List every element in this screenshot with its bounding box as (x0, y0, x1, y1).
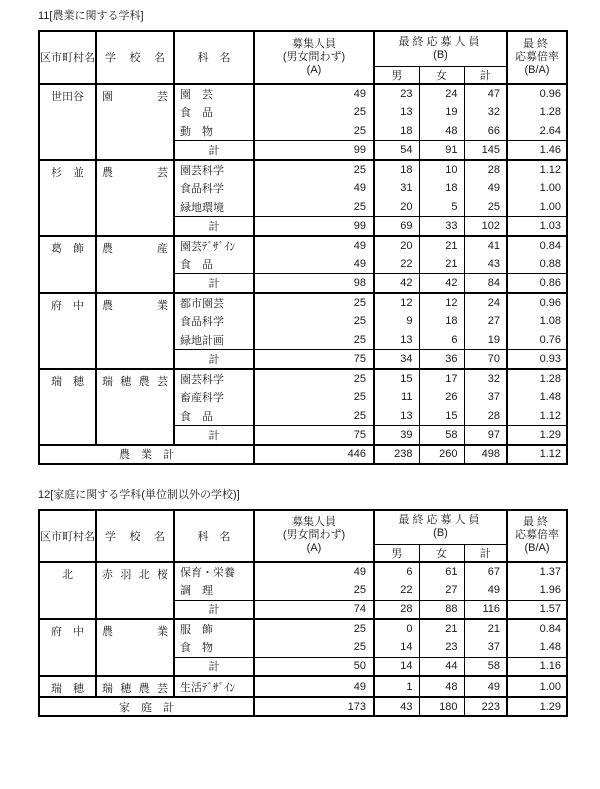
female-count-cell: 21 (419, 255, 464, 274)
male-count-cell: 1 (374, 676, 419, 697)
school-cell: 農産 (96, 236, 174, 293)
dept-cell: 畜産科学 (174, 388, 254, 407)
header-ratio-line: (B/A) (524, 542, 550, 555)
dept-cell: 生活ﾃﾞｻﾞｲﾝ (174, 676, 254, 697)
subtotal-female-count-cell: 44 (419, 657, 464, 676)
male-count-cell: 12 (374, 293, 419, 312)
header-dept: 科 名 (174, 31, 254, 84)
ratio-cell: 1.12 (507, 160, 567, 179)
header-ratio (507, 31, 567, 84)
female-count-cell: 21 (419, 619, 464, 638)
subtotal-female-count-cell: 58 (419, 426, 464, 445)
male-count-cell: 18 (374, 160, 419, 179)
subtotal-ratio-cell: 1.29 (507, 426, 567, 445)
female-count-cell: 15 (419, 407, 464, 426)
header-ratio-line: (B/A) (524, 63, 550, 76)
subtotal-total-count-cell: 58 (464, 657, 507, 676)
dept-cell: 調 理 (174, 581, 254, 600)
ratio-cell: 1.28 (507, 369, 567, 388)
subtotal-male-count-cell: 39 (374, 426, 419, 445)
recruit-count-cell: 25 (254, 581, 374, 600)
subtotal-total-count-cell: 97 (464, 426, 507, 445)
ratio-cell: 1.96 (507, 581, 567, 600)
header-dept: 科 名 (174, 510, 254, 563)
recruit-count-cell: 25 (254, 388, 374, 407)
dept-cell: 動 物 (174, 122, 254, 141)
female-count-cell: 18 (419, 312, 464, 331)
female-count-cell: 10 (419, 160, 464, 179)
female-count-cell: 48 (419, 676, 464, 697)
male-count-cell: 22 (374, 581, 419, 600)
ratio-cell: 0.88 (507, 255, 567, 274)
male-count-cell: 18 (374, 122, 419, 141)
ratio-cell: 0.96 (507, 84, 567, 103)
dept-cell: 食品科学 (174, 179, 254, 198)
header-female: 女 (419, 545, 464, 563)
recruit-count-cell: 49 (254, 562, 374, 581)
header-recruit-line: (男女問わず) (282, 529, 346, 542)
male-count-cell: 13 (374, 331, 419, 350)
header-ratio-line: 応募倍率 (515, 50, 559, 63)
female-count-cell: 61 (419, 562, 464, 581)
recruit-count-cell: 25 (254, 619, 374, 638)
female-count-cell: 17 (419, 369, 464, 388)
subtotal-total-count-cell: 102 (464, 217, 507, 236)
total-count-cell: 25 (464, 198, 507, 217)
city-cell: 瑞 穂 (39, 369, 96, 445)
total-count-cell: 49 (464, 179, 507, 198)
subtotal-total-count-cell: 145 (464, 141, 507, 160)
subtotal-total-count-cell: 116 (464, 600, 507, 619)
total-count-cell: 28 (464, 407, 507, 426)
header-applicants-line: 最終応募人員 (398, 514, 483, 527)
grand-ratio-cell: 1.12 (507, 445, 567, 464)
school-cell: 瑞穂農芸 (96, 676, 174, 697)
recruit-count-cell: 25 (254, 331, 374, 350)
city-cell: 葛 飾 (39, 236, 96, 293)
agriculture-section (38, 10, 600, 465)
total-count-cell: 19 (464, 331, 507, 350)
ratio-cell: 1.00 (507, 676, 567, 697)
recruit-count-cell: 25 (254, 312, 374, 331)
subtotal-ratio-cell: 0.93 (507, 350, 567, 369)
header-sum: 計 (464, 66, 507, 84)
subtotal-recruit-count-cell: 75 (254, 426, 374, 445)
header-ratio (507, 510, 567, 563)
female-count-cell: 12 (419, 293, 464, 312)
header-school: 学校名 (96, 31, 174, 84)
dept-cell: 保育・栄養 (174, 562, 254, 581)
city-cell: 杉 並 (39, 160, 96, 236)
male-count-cell: 23 (374, 84, 419, 103)
subtotal-label-cell: 計 (174, 141, 254, 160)
header-ratio-line: 応募倍率 (515, 529, 559, 542)
header-recruit-line: 募集人員 (292, 37, 336, 50)
recruit-count-cell: 25 (254, 293, 374, 312)
subtotal-ratio-cell: 1.57 (507, 600, 567, 619)
dept-cell: 園芸科学 (174, 369, 254, 388)
dept-row (39, 160, 567, 179)
male-count-cell: 15 (374, 369, 419, 388)
male-count-cell: 13 (374, 103, 419, 122)
subtotal-total-count-cell: 70 (464, 350, 507, 369)
total-count-cell: 49 (464, 581, 507, 600)
home-economics-section (38, 489, 600, 718)
total-count-cell: 43 (464, 255, 507, 274)
recruit-count-cell: 49 (254, 236, 374, 255)
subtotal-male-count-cell: 54 (374, 141, 419, 160)
grand-male-count-cell: 43 (374, 697, 419, 716)
header-recruit-line: (男女問わず) (282, 50, 346, 63)
subtotal-label-cell: 計 (174, 600, 254, 619)
subtotal-label-cell: 計 (174, 217, 254, 236)
grand-total-label-cell: 農 業 計 (39, 445, 254, 464)
subtotal-recruit-count-cell: 98 (254, 274, 374, 293)
header-row (39, 510, 567, 545)
header-applicants (374, 31, 507, 66)
header-school: 学校名 (96, 510, 174, 563)
dept-cell: 緑地環境 (174, 198, 254, 217)
grand-total-label-cell: 家 庭 計 (39, 697, 254, 716)
subtotal-male-count-cell: 34 (374, 350, 419, 369)
header-recruit-line: 募集人員 (292, 516, 336, 529)
dept-cell: 食 物 (174, 638, 254, 657)
recruit-count-cell: 25 (254, 638, 374, 657)
grand-female-count-cell: 260 (419, 445, 464, 464)
male-count-cell: 20 (374, 236, 419, 255)
header-applicants-line: 最終応募人員 (398, 35, 483, 48)
dept-row (39, 676, 567, 697)
city-cell: 北 (39, 562, 96, 619)
home-economics-table (38, 509, 568, 718)
header-recruit-line: (A) (306, 542, 322, 555)
ratio-cell: 0.84 (507, 236, 567, 255)
header-ratio-line: 最終 (523, 516, 551, 529)
agriculture-table (38, 30, 568, 465)
city-cell: 府 中 (39, 619, 96, 676)
grand-female-count-cell: 180 (419, 697, 464, 716)
female-count-cell: 18 (419, 179, 464, 198)
header-applicants-line: (B) (433, 48, 448, 61)
subtotal-label-cell: 計 (174, 274, 254, 293)
total-count-cell: 27 (464, 312, 507, 331)
subtotal-female-count-cell: 88 (419, 600, 464, 619)
subtotal-male-count-cell: 69 (374, 217, 419, 236)
subtotal-recruit-count-cell: 99 (254, 141, 374, 160)
female-count-cell: 19 (419, 103, 464, 122)
grand-recruit-count-cell: 446 (254, 445, 374, 464)
recruit-count-cell: 49 (254, 676, 374, 697)
ratio-cell: 1.48 (507, 638, 567, 657)
total-count-cell: 37 (464, 388, 507, 407)
subtotal-recruit-count-cell: 99 (254, 217, 374, 236)
total-count-cell: 32 (464, 369, 507, 388)
total-count-cell: 41 (464, 236, 507, 255)
female-count-cell: 27 (419, 581, 464, 600)
city-cell: 瑞 穂 (39, 676, 96, 697)
header-recruit (254, 510, 374, 563)
header-male: 男 (374, 545, 419, 563)
subtotal-recruit-count-cell: 75 (254, 350, 374, 369)
ratio-cell: 1.00 (507, 198, 567, 217)
header-female: 女 (419, 66, 464, 84)
table-header (39, 31, 567, 84)
female-count-cell: 24 (419, 84, 464, 103)
male-count-cell: 0 (374, 619, 419, 638)
section-title: 11[農業に関する学科] (38, 10, 144, 22)
subtotal-male-count-cell: 14 (374, 657, 419, 676)
female-count-cell: 6 (419, 331, 464, 350)
header-recruit-line: (A) (306, 63, 322, 76)
grand-total-row (39, 697, 567, 716)
ratio-cell: 1.48 (507, 388, 567, 407)
school-cell: 農業 (96, 293, 174, 369)
total-count-cell: 66 (464, 122, 507, 141)
grand-total-count-cell: 223 (464, 697, 507, 716)
male-count-cell: 31 (374, 179, 419, 198)
ratio-cell: 1.12 (507, 407, 567, 426)
ratio-cell: 0.84 (507, 619, 567, 638)
grand-total-count-cell: 498 (464, 445, 507, 464)
dept-cell: 食 品 (174, 255, 254, 274)
dept-row (39, 84, 567, 103)
dept-cell: 食品科学 (174, 312, 254, 331)
city-cell: 府 中 (39, 293, 96, 369)
male-count-cell: 11 (374, 388, 419, 407)
school-cell: 園芸 (96, 84, 174, 160)
subtotal-female-count-cell: 91 (419, 141, 464, 160)
grand-recruit-count-cell: 173 (254, 697, 374, 716)
male-count-cell: 13 (374, 407, 419, 426)
subtotal-male-count-cell: 42 (374, 274, 419, 293)
male-count-cell: 14 (374, 638, 419, 657)
header-recruit (254, 31, 374, 84)
dept-cell: 園芸科学 (174, 160, 254, 179)
header-ratio-line: 最終 (523, 37, 551, 50)
ratio-cell: 1.00 (507, 179, 567, 198)
subtotal-label-cell: 計 (174, 350, 254, 369)
dept-cell: 食 品 (174, 407, 254, 426)
grand-ratio-cell: 1.29 (507, 697, 567, 716)
dept-row (39, 619, 567, 638)
grand-male-count-cell: 238 (374, 445, 419, 464)
subtotal-ratio-cell: 1.16 (507, 657, 567, 676)
recruit-count-cell: 25 (254, 122, 374, 141)
table-body (39, 562, 567, 716)
female-count-cell: 48 (419, 122, 464, 141)
female-count-cell: 23 (419, 638, 464, 657)
total-count-cell: 47 (464, 84, 507, 103)
subtotal-female-count-cell: 33 (419, 217, 464, 236)
ratio-cell: 1.08 (507, 312, 567, 331)
ratio-cell: 2.64 (507, 122, 567, 141)
recruit-count-cell: 25 (254, 160, 374, 179)
school-cell: 赤羽北桜 (96, 562, 174, 619)
female-count-cell: 26 (419, 388, 464, 407)
recruit-count-cell: 49 (254, 84, 374, 103)
dept-row (39, 369, 567, 388)
recruit-count-cell: 25 (254, 103, 374, 122)
section-title: 12[家庭に関する学科(単位制以外の学校)] (38, 488, 240, 501)
subtotal-ratio-cell: 0.86 (507, 274, 567, 293)
dept-cell: 緑地計画 (174, 331, 254, 350)
subtotal-recruit-count-cell: 50 (254, 657, 374, 676)
subtotal-female-count-cell: 36 (419, 350, 464, 369)
female-count-cell: 5 (419, 198, 464, 217)
table-header (39, 510, 567, 563)
total-count-cell: 28 (464, 160, 507, 179)
subtotal-recruit-count-cell: 74 (254, 600, 374, 619)
male-count-cell: 9 (374, 312, 419, 331)
total-count-cell: 67 (464, 562, 507, 581)
grand-total-row (39, 445, 567, 464)
male-count-cell: 20 (374, 198, 419, 217)
ratio-cell: 1.28 (507, 103, 567, 122)
header-row (39, 31, 567, 66)
subtotal-label-cell: 計 (174, 426, 254, 445)
recruit-count-cell: 49 (254, 255, 374, 274)
dept-row (39, 562, 567, 581)
subtotal-ratio-cell: 1.03 (507, 217, 567, 236)
total-count-cell: 21 (464, 619, 507, 638)
dept-cell: 服 飾 (174, 619, 254, 638)
subtotal-male-count-cell: 28 (374, 600, 419, 619)
header-male: 男 (374, 66, 419, 84)
ratio-cell: 0.96 (507, 293, 567, 312)
table-body (39, 84, 567, 464)
header-sum: 計 (464, 545, 507, 563)
recruit-count-cell: 25 (254, 198, 374, 217)
school-cell: 農業 (96, 619, 174, 676)
dept-cell: 園芸ﾃﾞｻﾞｲﾝ (174, 236, 254, 255)
total-count-cell: 49 (464, 676, 507, 697)
dept-cell: 園 芸 (174, 84, 254, 103)
ratio-cell: 0.76 (507, 331, 567, 350)
dept-cell: 都市園芸 (174, 293, 254, 312)
total-count-cell: 32 (464, 103, 507, 122)
school-cell: 農芸 (96, 160, 174, 236)
female-count-cell: 21 (419, 236, 464, 255)
subtotal-total-count-cell: 84 (464, 274, 507, 293)
subtotal-female-count-cell: 42 (419, 274, 464, 293)
recruit-count-cell: 49 (254, 179, 374, 198)
recruit-count-cell: 25 (254, 407, 374, 426)
header-applicants (374, 510, 507, 545)
male-count-cell: 22 (374, 255, 419, 274)
total-count-cell: 37 (464, 638, 507, 657)
subtotal-label-cell: 計 (174, 657, 254, 676)
dept-cell: 食 品 (174, 103, 254, 122)
city-cell: 世田谷 (39, 84, 96, 160)
header-city: 区市町村名 (39, 31, 96, 84)
ratio-cell: 1.37 (507, 562, 567, 581)
header-applicants-line: (B) (433, 527, 448, 540)
total-count-cell: 24 (464, 293, 507, 312)
subtotal-ratio-cell: 1.46 (507, 141, 567, 160)
school-cell: 瑞穂農芸 (96, 369, 174, 445)
header-city: 区市町村名 (39, 510, 96, 563)
dept-row (39, 293, 567, 312)
dept-row (39, 236, 567, 255)
recruit-count-cell: 25 (254, 369, 374, 388)
male-count-cell: 6 (374, 562, 419, 581)
